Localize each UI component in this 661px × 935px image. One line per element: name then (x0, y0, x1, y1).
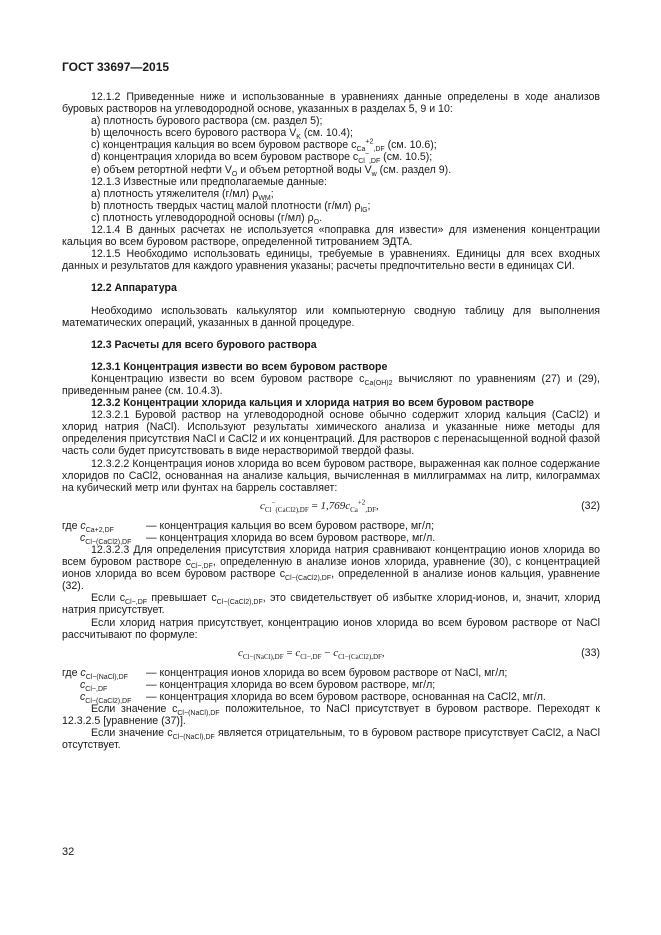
list-item: e) объем ретортной нефти $V_O$ и объем ретортной воды $V_w$ (см. раздел 9). (91, 163, 452, 178)
paragraph-12-3-1: Концентрацию извести во всем буровом растворе $c_{Ca(OH)2}$ вычисляют по уравнениям (27) и (29), приведенным ранее (см. 10.4.3). (62, 372, 600, 397)
section-title-12-3-1: 12.3.1 Концентрация извести во всем буровом растворе (91, 360, 388, 373)
equation-33 (62, 641, 600, 667)
page-body (62, 91, 600, 751)
list-item: a) плотность утяжелителя (г/мл) $\rho_{WM}$; (91, 187, 274, 202)
paragraph-12-3-2-1: 12.3.2.1 Буровой раствор на углеводородной основе обычно содержит хлорид кальция (CaCl2) и хлорид натрия (NaCl). Используют результаты химического анализа и указанные ниже методы для определения присутствия NaCl и CaCl2 и их концентраций. Для растворов с перенасыщенной водной фазой часть соли будет присутствовать в виде нерастворимой твердой фазы. (62, 409, 600, 458)
paragraph-formula-intro: Если хлорид натрия присутствует, концентрацию ионов хлорида во всем буровом растворе от NaCl рассчитывают по формуле: (62, 616, 600, 641)
paragraph-positive: Если значение $c_{Cl-(NaCl),DF}$ положительное, то NaCl присутствует в буровом растворе. Переходят к 12.3.2.5 [уравнение (37)]. (62, 703, 601, 728)
equation-32 (62, 494, 600, 520)
paragraph-12-1-2: 12.1.2 Приведенные ниже и использованные в уравнениях данные определены в ходе анализов буровых растворов на углеводородной основе, указанных в разделах 5, 9 и 10: (62, 91, 600, 116)
paragraph-12-3-2-3: 12.3.2.3 Для определения присутствия хлорида натрия сравнивают концентрацию ионов хлорида во всем буровом растворе $c_{Cl-,DF}$, определенную в анализе ионов хлорида, уравнение (30), с концентрацией ионов хлорида во всем буровом растворе $c_{Cl-(CaCl2),DF}$, определенной в анализе ионов кальция, уравнение (32). (62, 544, 600, 593)
paragraph-12-1-3: 12.1.3 Известные или предполагаемые данные: (91, 175, 327, 188)
page-number: 32 (62, 846, 75, 858)
section-title-12-2: 12.2 Аппаратура (91, 282, 177, 295)
section-title-12-3-2: 12.3.2 Концентрации хлорида кальция и хлорида натрия во всем буровом растворе (91, 397, 534, 410)
definitions-32: где $c_{Ca+2,DF}$ — концентрация кальция во всем буровом растворе, мг/л; $c_{Cl-(CaCl2),DF}$ — концентрация хлорида во всем буровом растворе, мг/л. (62, 519, 436, 547)
definitions-33: где $c_{Cl-(NaCl),DF}$ — концентрация ионов хлорида во всем буровом растворе от NaCl, мг/л; $c_{Cl-,DF}$ — концентрация хлорида во всем буровом растворе, мг/л; $c_{Cl-(CaCl2),DF}$ — концентрация хлорида во всем буровом растворе, основанная на CaCl2, мг/л. (62, 666, 546, 706)
equation-32-number: (32) (581, 499, 600, 512)
document-header: ГОСТ 33697—2015 (62, 60, 170, 74)
paragraph-condition: Если $c_{Cl-,DF}$ превышает $c_{Cl-(CaCl2),DF}$, это свидетельствует об избытке хлорид-ионов, и, значит, хлорид натрия присутствует. (62, 592, 600, 617)
list-item: c) концентрация кальция во всем буровом растворе $c_{Ca}^{+2}_{,DF}$ (см. 10.6); (91, 138, 437, 154)
section-title-12-3: 12.3 Расчеты для всего бурового раствора (91, 338, 317, 351)
paragraph-12-2: Необходимо использовать калькулятор или компьютерную сводную таблицу для выполнения математических операций, указанных в данной процедуре. (62, 304, 600, 329)
equation-32-expression: $c_{Cl}^-_{(CaCl2),DF} = 1,769c_{Ca}^{+2}_{,DF}$, (260, 498, 379, 514)
equation-33-expression: $c_{Cl-(NaCl),DF} = c_{Cl-,DF} - c_{Cl-(CaCl2),DF}$, (238, 646, 385, 661)
paragraph-12-1-5: 12.1.5 Необходимо использовать единицы, требуемые в уравнениях. Единицы для всех входных данных и результатов для каждого уравнения указаны; расчеты предпочтительно вести в единицах СИ. (62, 248, 600, 273)
list-item: a) плотность бурового раствора (см. раздел 5); (91, 115, 323, 128)
paragraph-negative: Если значение $c_{Cl-(NaCl),DF}$ является отрицательным, то в буровом растворе присутствует CaCl2, а NaCl отсутствует. (62, 727, 600, 752)
paragraph-12-1-4: 12.1.4 В данных расчетах не используется «поправка для извести» для изменения концентрации кальция во всем буровом растворе, определенной титрованием ЭДТА. (62, 224, 600, 249)
list-item: b) плотность твердых частиц малой плотности (г/мл) $\rho_{lG}$; (91, 199, 371, 214)
equation-33-number: (33) (581, 646, 600, 659)
list-item: b) щелочность всего бурового раствора $V_K$ (см. 10.4); (91, 127, 353, 142)
list-item: d) концентрация хлорида во всем буровом растворе $c_{Cl}^-_{,DF}$ (см. 10.5); (91, 150, 433, 166)
paragraph-12-3-2-2: 12.3.2.2 Концентрация ионов хлорида во всем буровом растворе, выраженная как полное содержание хлоридов по CaCl2, основанная на анализе кальция, вычисленная в миллиграммах на литр, килограммах на кубический метр или фунтах на баррель составляет: (62, 457, 600, 494)
list-item: c) плотность углеводородной основы (г/мл) $\rho_O$. (91, 211, 323, 227)
